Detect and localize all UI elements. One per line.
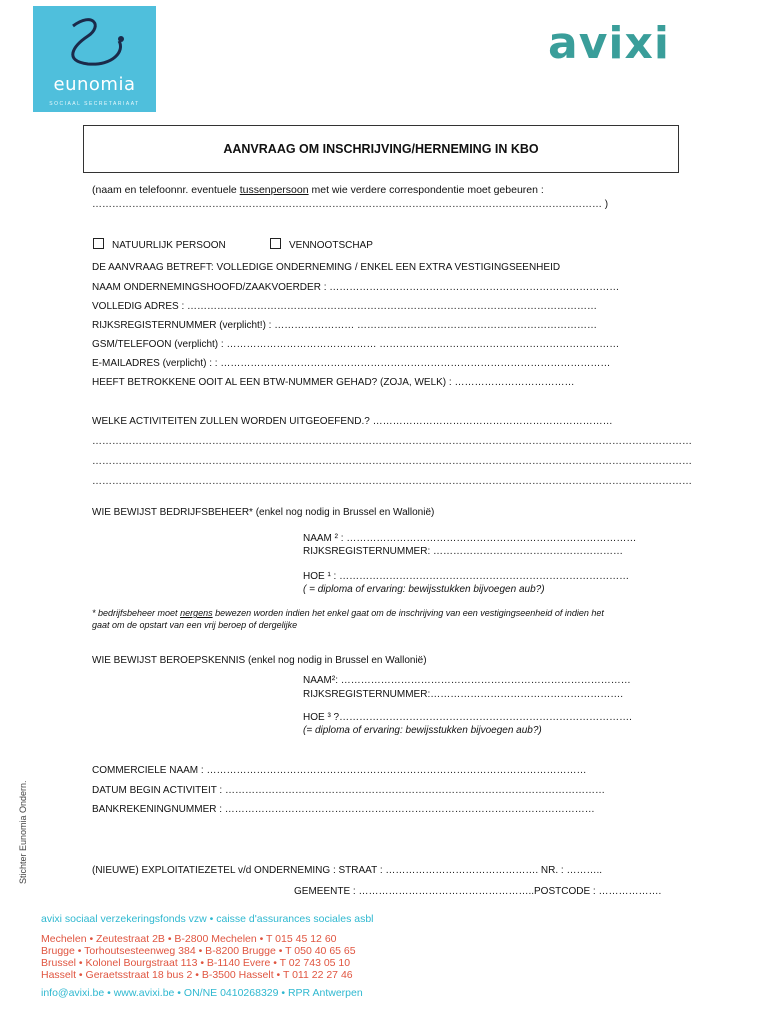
footnote-line-2: gaat om de opstart van een vrij beroep of dergelijke	[92, 620, 298, 630]
footnote-underlined: nergens	[180, 608, 213, 618]
footer-office: Mechelen • Zeutestraat 2B • B-2800 Mechelen • T 015 45 12 60	[41, 933, 337, 945]
pk-how-field[interactable]: HOE ³ ?…………………………………………………………………………….	[303, 712, 632, 723]
manager-name-field[interactable]: NAAM ONDERNEMINGSHOOFD/ZAAKVOERDER : ……………………………………………………………………………	[92, 282, 620, 293]
activities-field[interactable]: WELKE ACTIVITEITEN ZULLEN WORDEN UITGEOEFEND.? ………………………………………………………………	[92, 416, 613, 427]
bm-how-field[interactable]: HOE ¹ : ……………………………………………………………………………	[303, 571, 630, 582]
phone-field[interactable]: GSM/TELEFOON (verplicht) : ……………………………………… ………………………………………………………………	[92, 339, 620, 350]
vat-question-field[interactable]: HEEFT BETROKKENE OOIT AL EEN BTW-NUMMER GEHAD? (ZOJA, WELK) : ………………………………	[92, 377, 575, 388]
checkbox-natural-person[interactable]	[93, 238, 226, 252]
bm-note: ( = diploma of ervaring: bewijsstukken bijvoegen aub?)	[303, 584, 545, 595]
footer-contact[interactable]: info@avixi.be • www.avixi.be • ON/NE 0410268329 • RPR Antwerpen	[41, 987, 363, 999]
address-field[interactable]: VOLLEDIG ADRES : ……………………………………………………………………………………………………………	[92, 301, 598, 312]
bm-rrn-field[interactable]: RIJKSREGISTERNUMMER: …………………………………………………	[303, 546, 624, 557]
start-date-field[interactable]: DATUM BEGIN ACTIVITEIT : ……………………………………………………………………………………………………	[92, 785, 605, 796]
pk-name-field[interactable]: NAAM²: ……………………………………………………………………………	[303, 675, 631, 686]
activity-line[interactable]: ………………………………………………………………………………………………………………………………………………………………	[92, 456, 692, 467]
business-mgmt-heading: WIE BEWIJST BEDRIJFSBEHEER* (enkel nog nodig in Brussel en Wallonië)	[92, 507, 435, 518]
seat-city-field[interactable]: GEMEENTE : ……………………………………………..POSTCODE : ……………….	[294, 886, 662, 897]
bank-account-field[interactable]: BANKREKENINGNUMMER : …………………………………………………………………………………………………	[92, 804, 595, 815]
seat-street-field[interactable]: (NIEUWE) EXPLOITATIEZETEL v/d ONDERNEMING : STRAAT : ………………………………………. NR. : ………..	[92, 865, 603, 876]
footer-office: Brugge • Torhoutsesteenweg 384 • B-8200 Brugge • T 050 40 65 65	[41, 945, 356, 957]
avixi-logo	[548, 18, 670, 70]
checkbox-icon[interactable]	[270, 238, 281, 249]
side-text: Stichter Eunomia Ondern.	[18, 780, 28, 884]
request-concerns: DE AANVRAAG BETREFT: VOLLEDIGE ONDERNEMING / ENKEL EEN EXTRA VESTIGINGSEENHEID	[92, 262, 561, 273]
intro-dots[interactable]: ……………………………………………………………………………………………………………………………………… )	[92, 199, 609, 210]
footer-office: Hasselt • Geraetsstraat 18 bus 2 • B-3500 Hasselt • T 011 22 27 46	[41, 969, 353, 981]
avixi-name: avixi	[548, 18, 670, 69]
checkbox-icon[interactable]	[93, 238, 104, 249]
intro-prefix: (naam en telefoonnr. eventuele	[92, 184, 240, 196]
checkbox-natural-label: NATUURLIJK PERSOON	[112, 240, 226, 251]
national-number-field[interactable]: RIJKSREGISTERNUMMER (verplicht!) : …………………… ………………………………………………………………	[92, 320, 598, 331]
eunomia-logo	[33, 6, 156, 112]
eunomia-tagline: SOCIAAL SECRETARIAAT	[49, 101, 140, 107]
checkbox-company[interactable]	[270, 238, 373, 252]
eunomia-name: eunomia	[53, 74, 136, 95]
checkbox-company-label: VENNOOTSCHAP	[289, 240, 373, 251]
activity-line[interactable]: ………………………………………………………………………………………………………………………………………………………………	[92, 476, 692, 487]
footer-org-line: avixi sociaal verzekeringsfonds vzw • caisse d'assurances sociales asbl	[41, 913, 374, 925]
footnote-post: bewezen worden indien het enkel gaat om de inschrijving van een vestigingseenheid of indien het	[212, 608, 604, 618]
form-title-box	[83, 125, 679, 173]
intro-line	[92, 184, 544, 197]
pk-note: (= diploma of ervaring: bewijsstukken bijvoegen aub?)	[303, 725, 542, 736]
eunomia-swirl-icon	[33, 6, 156, 76]
intro-underlined: tussenpersoon	[239, 184, 309, 196]
footer-office: Brussel • Kolonel Bourgstraat 113 • B-1140 Evere • T 02 743 05 10	[41, 957, 351, 969]
intro-suffix: met wie verdere correspondentie moet gebeuren :	[308, 184, 544, 196]
footnote-pre: * bedrijfsbeheer moet	[92, 608, 181, 618]
commercial-name-field[interactable]: COMMERCIELE NAAM : ……………………………………………………………………………………………………	[92, 765, 587, 776]
email-field[interactable]: E-MAILADRES (verplicht) : : ………………………………………………………………………………………………………	[92, 358, 611, 369]
pk-rrn-field[interactable]: RIJKSREGISTERNUMMER:………………………………………………….	[303, 689, 624, 700]
activity-line[interactable]: ………………………………………………………………………………………………………………………………………………………………	[92, 436, 692, 447]
prof-knowledge-heading: WIE BEWIJST BEROEPSKENNIS (enkel nog nodig in Brussel en Wallonië)	[92, 655, 427, 666]
bm-name-field[interactable]: NAAM ² : ……………………………………………………………………………	[303, 533, 637, 544]
form-title: AANVRAAG OM INSCHRIJVING/HERNEMING IN KBO	[223, 142, 539, 156]
